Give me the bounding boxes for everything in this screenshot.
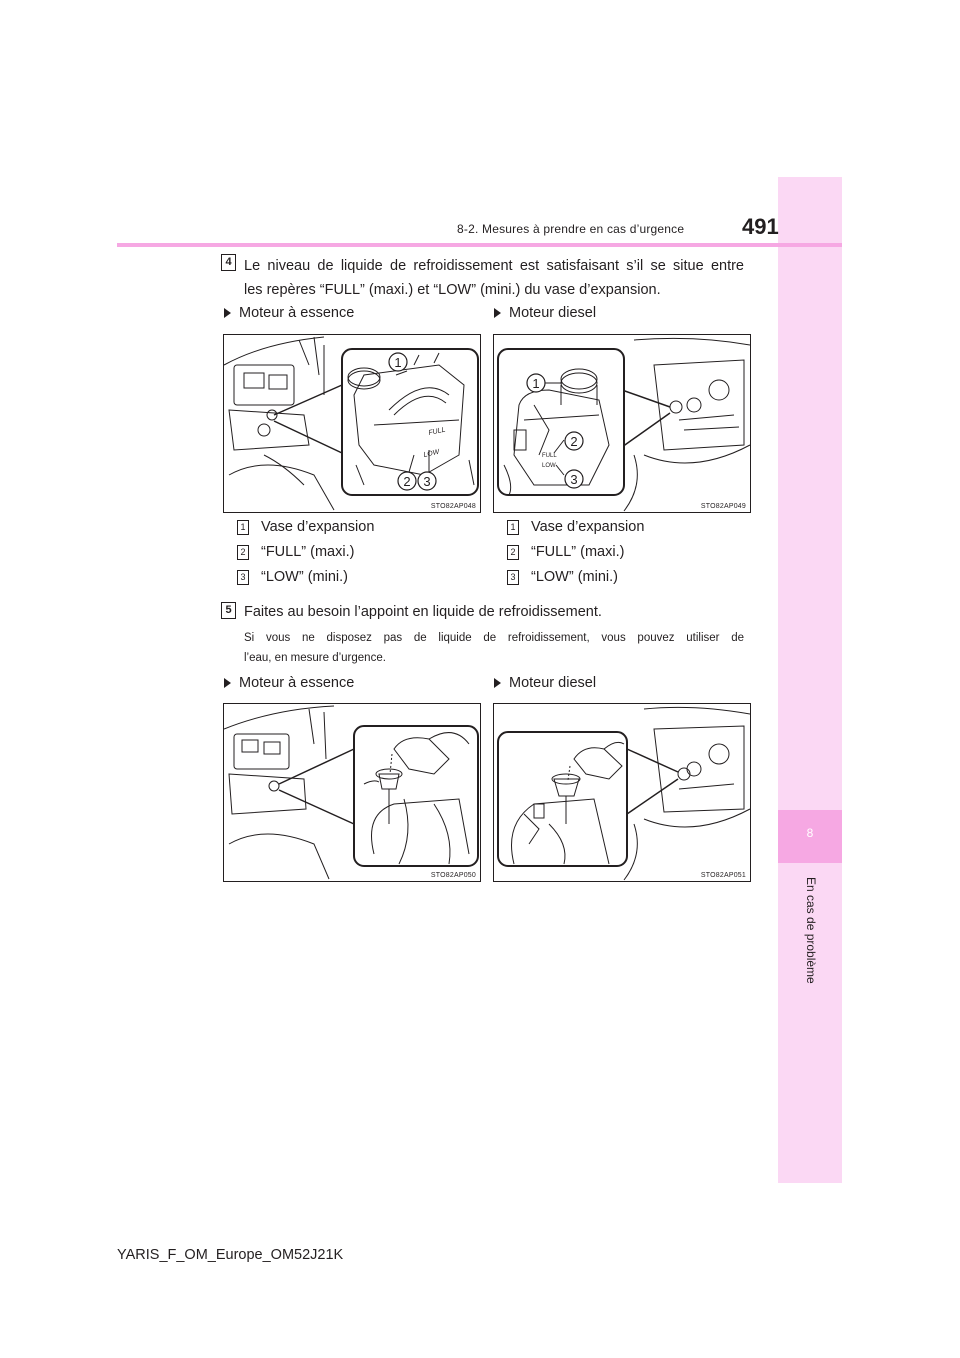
figure-code: STO82AP050 <box>430 872 476 879</box>
subhead-petrol <box>224 675 354 691</box>
legend-label: “LOW” (mini.) <box>531 569 618 585</box>
callout-2 <box>398 472 416 490</box>
svg-text:2: 2 <box>570 434 578 449</box>
chapter-number: 8 <box>806 826 814 840</box>
triangle-bullet-icon <box>494 678 501 688</box>
legend-item <box>507 515 644 539</box>
legend-petrol <box>237 515 374 590</box>
legend-number: 3 <box>507 570 519 585</box>
callout-3 <box>418 472 436 490</box>
legend-number: 2 <box>507 545 519 560</box>
callout-2 <box>565 432 583 450</box>
note-line-2: l’eau, en mesure d’urgence. <box>244 652 386 664</box>
legend-label: “FULL” (maxi.) <box>261 544 355 560</box>
figure-petrol-refill <box>223 703 481 882</box>
legend-item <box>507 565 644 589</box>
subhead-label: Moteur à essence <box>239 305 355 321</box>
legend-label: “LOW” (mini.) <box>261 569 348 585</box>
low-mark-label: LOW <box>542 463 556 469</box>
illustration-petrol-engine-bay <box>224 335 480 512</box>
triangle-bullet-icon <box>494 308 501 318</box>
document-code-footer: YARIS_F_OM_Europe_OM52J21K <box>117 1247 344 1263</box>
figure-petrol-coolant-tank <box>223 334 481 513</box>
legend-item <box>237 565 374 589</box>
legend-number: 1 <box>507 520 519 535</box>
illustration-diesel-refill <box>494 704 750 881</box>
svg-text:1: 1 <box>394 355 402 370</box>
step-5-text: Faites au besoin l’appoint en liquide de refroidissement. <box>244 604 602 620</box>
triangle-bullet-icon <box>224 678 231 688</box>
low-mark-label: LOW <box>422 448 441 459</box>
svg-text:3: 3 <box>423 474 431 489</box>
figure-code: STO82AP048 <box>430 503 476 510</box>
step-5-note <box>244 628 744 668</box>
full-mark-label: FULL <box>542 453 557 459</box>
step-4-line-1: Le niveau de liquide de refroidissement est satisfaisant s’il se situe entre <box>244 258 744 274</box>
legend-label: Vase d’expansion <box>531 519 645 535</box>
page-number: 491 <box>742 214 779 239</box>
header-rule <box>117 243 842 247</box>
legend-number: 1 <box>237 520 249 535</box>
triangle-bullet-icon <box>224 308 231 318</box>
subhead-petrol <box>224 305 354 321</box>
figure-diesel-coolant-tank <box>493 334 751 513</box>
svg-text:1: 1 <box>532 376 540 391</box>
svg-text:2: 2 <box>403 474 411 489</box>
legend-item <box>507 540 644 564</box>
figure-diesel-refill <box>493 703 751 882</box>
figure-code: STO82AP051 <box>700 872 746 879</box>
legend-number: 3 <box>237 570 249 585</box>
step-number-box: 5 <box>221 602 236 619</box>
legend-item <box>237 540 374 564</box>
callout-3 <box>565 470 583 488</box>
step-number-box: 4 <box>221 254 236 271</box>
legend-number: 2 <box>237 545 249 560</box>
callout-1 <box>389 353 407 371</box>
legend-diesel <box>507 515 644 590</box>
full-mark-label: FULL <box>427 426 447 437</box>
subhead-diesel <box>494 675 596 691</box>
figure-code: STO82AP049 <box>700 503 746 510</box>
legend-item <box>237 515 374 539</box>
legend-label: Vase d’expansion <box>261 519 375 535</box>
chapter-title: En cas de problème <box>804 877 818 984</box>
note-line-1: Si vous ne disposez pas de liquide de refroidissement, vous pouvez utiliser de <box>244 632 744 644</box>
section-title: 8-2. Mesures à prendre en cas d’urgence <box>457 222 685 236</box>
step-4-text <box>244 254 744 302</box>
subhead-label: Moteur diesel <box>509 675 597 691</box>
subhead-diesel <box>494 305 596 321</box>
side-tab <box>778 177 842 1183</box>
subhead-label: Moteur diesel <box>509 305 597 321</box>
callout-1 <box>527 374 545 392</box>
illustration-petrol-refill <box>224 704 480 881</box>
legend-label: “FULL” (maxi.) <box>531 544 625 560</box>
step-4-line-2: les repères “FULL” (maxi.) et “LOW” (mini.) du vase d’expansion. <box>244 282 661 298</box>
svg-text:3: 3 <box>570 472 578 487</box>
subhead-label: Moteur à essence <box>239 675 355 691</box>
illustration-diesel-engine-bay <box>494 335 750 512</box>
